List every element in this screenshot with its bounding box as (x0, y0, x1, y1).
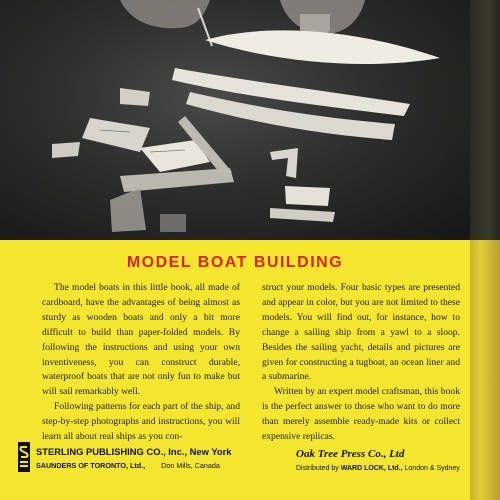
left-hand-shape (120, 0, 210, 28)
description-paragraph: Written by an expert model craftsman, this book is the perfect answer to those who want to do more than merely assemble ready-made kits or collect expensive replicas. (262, 386, 460, 443)
description-paragraph: struct your models. Four basic types are presented and appear in color, but you are not limited to these models. You will find out, for instance, how to change a sailing ship from a yawl to a sloop. Besides the sailing yacht, details and pictures are given for constructing a tugboat, an ocean liner and a submarine. (262, 282, 460, 383)
publisher-block (18, 442, 268, 478)
book-title: MODEL BOAT BUILDING (126, 254, 344, 271)
cardboard-boat-parts-illustration (0, 0, 470, 240)
description-paragraph: Following patterns for each part of the ship, and step-by-step photographs and instructions, you will learn all about real ships as you con- (42, 401, 240, 443)
publisher-name: STERLING PUBLISHING CO., Inc., New York (36, 446, 232, 457)
publisher-sub-name: SAUNDERS OF TORONTO, Ltd., (36, 461, 146, 470)
distributor-cities: London & Sydney (402, 465, 460, 472)
description-right-column (262, 281, 460, 445)
description-left-column (42, 281, 240, 445)
publisher-sub-place: Don Mills, Canada (161, 461, 220, 470)
distributor-block (296, 448, 468, 478)
distributor-line (296, 465, 460, 472)
hull-piece-1 (205, 30, 440, 64)
publisher-sub-line (36, 461, 220, 470)
sterling-s-logo-icon (18, 442, 30, 472)
cover-photograph (0, 0, 470, 240)
distributor-name: WARD LOCK, Ltd., (340, 465, 403, 472)
spine-edge (470, 240, 500, 500)
oak-tree-press-logotype: Oak Tree Press Co., Ltd (296, 448, 405, 460)
distributor-prefix: Distributed by (296, 465, 341, 472)
description-paragraph: The model boats in this little book, all made of cardboard, have the advantages of being almost as sturdy as wooden boats and only a bit more difficult to build than paper-folded models. By following the instructions and using your own inventiveness, you can construct durable, waterproof boats that are not only fun to make but will sail remarkably well. (42, 282, 240, 398)
spine-top-edge (470, 0, 500, 240)
